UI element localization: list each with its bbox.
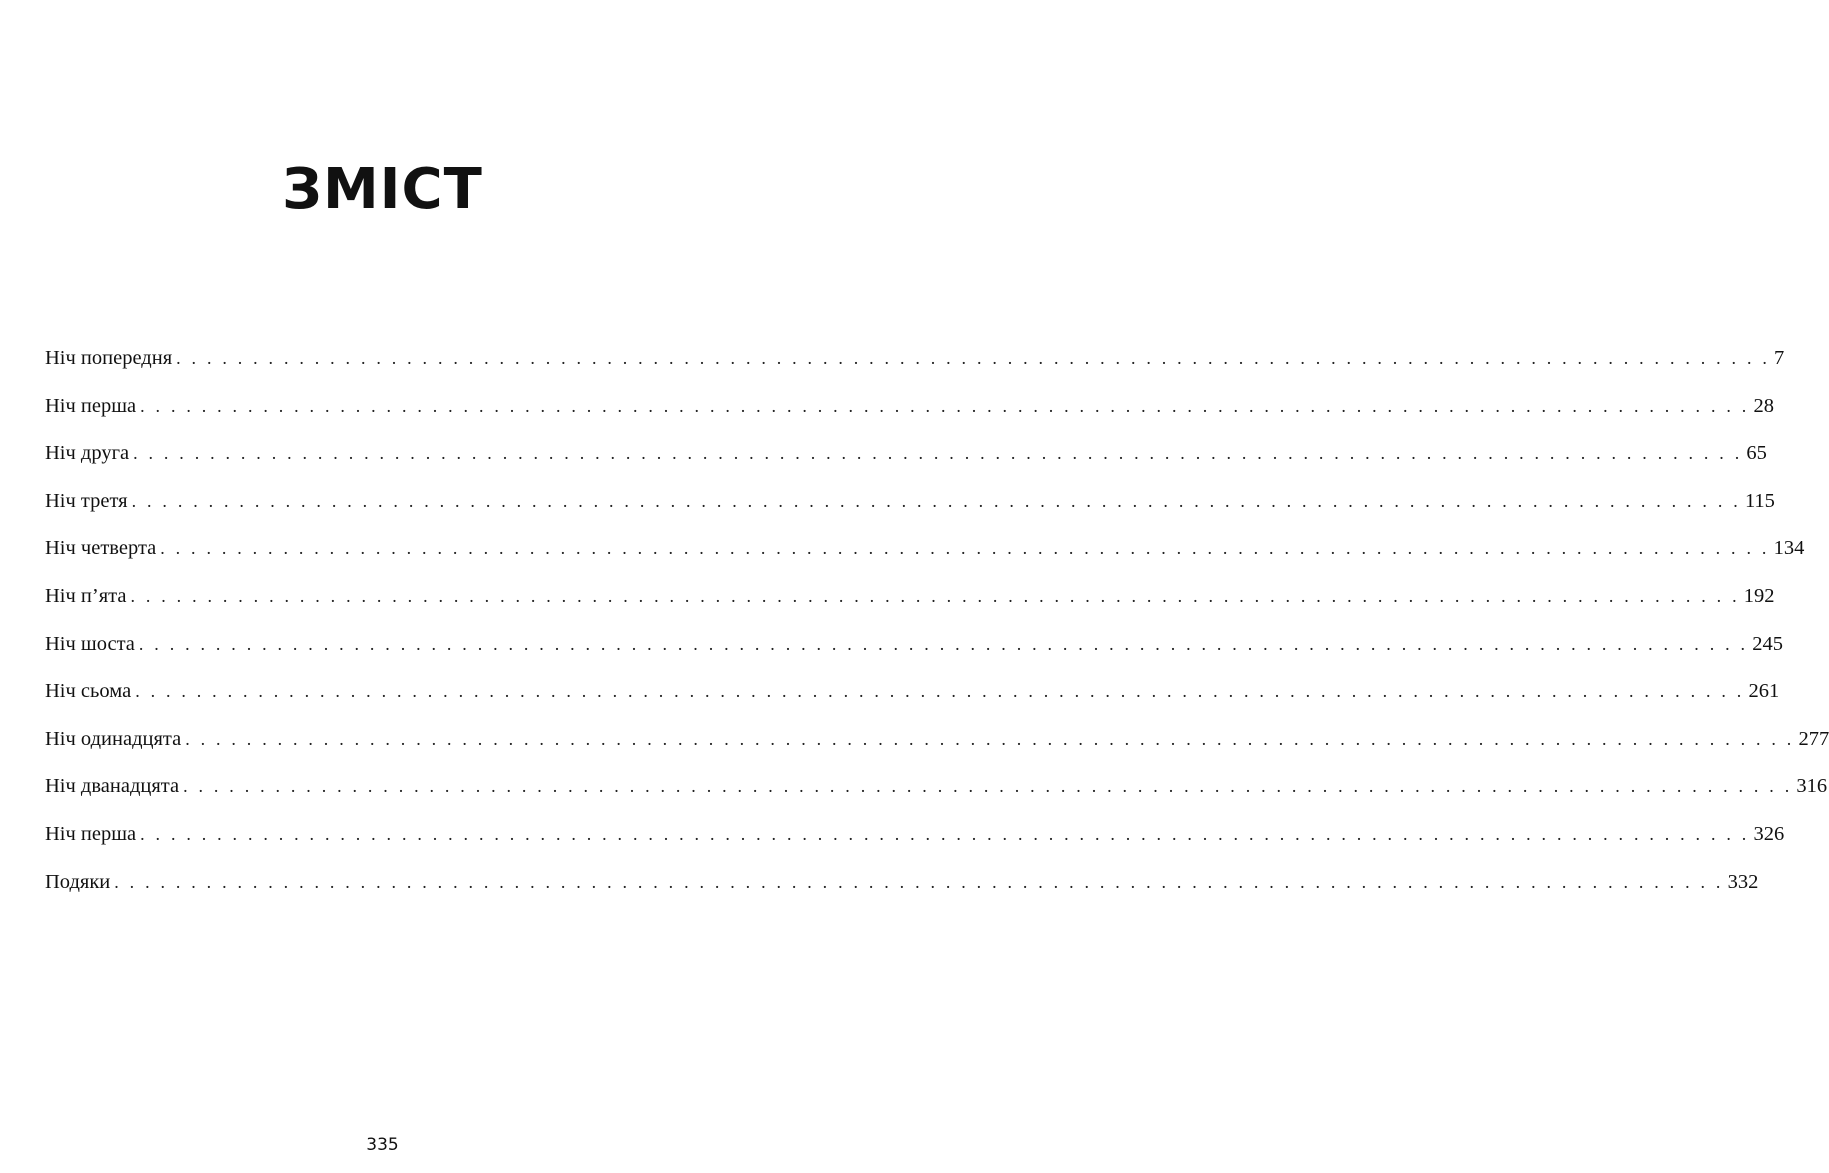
toc-entry-page: 134	[1773, 537, 1805, 560]
toc-entry-label: Ніч перша	[45, 822, 137, 845]
toc-entry	[45, 584, 1775, 633]
toc-entry	[45, 680, 1780, 728]
page-number: 335	[366, 1135, 399, 1155]
toc-entry-page: 28	[1753, 394, 1774, 417]
toc-entry-label: Ніч перша	[45, 394, 137, 417]
toc-entry-page: 7	[1774, 347, 1785, 369]
toc-entry-page: 245	[1752, 632, 1783, 655]
toc-entry-label: Ніч одинадцята	[45, 727, 182, 750]
toc-entry-page: 332	[1727, 870, 1759, 893]
toc-entry-page: 277	[1798, 727, 1829, 750]
toc-entry-page: 261	[1748, 680, 1780, 703]
toc-entry-page: 326	[1753, 822, 1785, 845]
toc-dot-leader: . . . . . . . . . . . . . . . . . . . . . . . . . . . . . . . . . . . . . . . . . . . . . . . . . . . . . . . . . . . . . . . . . . . . . . . . . . . . . . . . . . . . . . . . . . . . . . . . . . . . . . . . .	[114, 871, 1724, 892]
toc-dot-leader: . . . . . . . . . . . . . . . . . . . . . . . . . . . . . . . . . . . . . . . . . . . . . . . . . . . . . . . . . . . . . . . . . . . . . . . . . . . . . . . . . . . . . . . . . . . . . . . . . . . . . . . . .	[160, 538, 1770, 559]
toc-entry	[45, 775, 1828, 823]
toc-dot-leader: . . . . . . . . . . . . . . . . . . . . . . . . . . . . . . . . . . . . . . . . . . . . . . . . . . . . . . . . . . . . . . . . . . . . . . . . . . . . . . . . . . . . . . . . . . . . . . . . . . . . . . . .	[176, 348, 1771, 368]
toc-entry	[45, 537, 1805, 585]
toc-entry	[45, 394, 1774, 443]
toc-entry-label: Ніч четверта	[45, 537, 157, 560]
toc-entry	[45, 870, 1759, 919]
toc-entry-label: Ніч сьома	[45, 680, 132, 703]
toc-dot-leader: . . . . . . . . . . . . . . . . . . . . . . . . . . . . . . . . . . . . . . . . . . . . . . . . . . . . . . . . . . . . . . . . . . . . . . . . . . . . . . . . . . . . . . . . . . . . . . . . . . . . . . . . .	[130, 585, 1740, 606]
table-of-contents	[45, 347, 1829, 918]
toc-entry-label: Ніч друга	[45, 442, 130, 465]
toc-dot-leader: . . . . . . . . . . . . . . . . . . . . . . . . . . . . . . . . . . . . . . . . . . . . . . . . . . . . . . . . . . . . . . . . . . . . . . . . . . . . . . . . . . . . . . . . . . . . . . . . . . . . . . . . .	[185, 728, 1795, 749]
toc-entry-label: Ніч дванадцята	[45, 775, 180, 798]
toc-entry	[45, 727, 1829, 776]
toc-entry	[45, 822, 1785, 871]
toc-entry	[45, 442, 1767, 490]
toc-entry-label: Ніч п’ята	[45, 584, 127, 607]
toc-entry	[45, 347, 1785, 395]
toc-dot-leader: . . . . . . . . . . . . . . . . . . . . . . . . . . . . . . . . . . . . . . . . . . . . . . . . . . . . . . . . . . . . . . . . . . . . . . . . . . . . . . . . . . . . . . . . . . . . . . . . . . . . . . . . .	[183, 776, 1793, 797]
toc-entry-label: Ніч попередня	[45, 347, 173, 369]
page-title: ЗМІСТ	[282, 157, 483, 222]
toc-entry-page: 192	[1743, 584, 1775, 607]
toc-entry-label: Подяки	[45, 870, 111, 893]
toc-entry-page: 115	[1744, 489, 1775, 512]
toc-entry-label: Ніч третя	[45, 489, 128, 512]
toc-dot-leader: . . . . . . . . . . . . . . . . . . . . . . . . . . . . . . . . . . . . . . . . . . . . . . . . . . . . . . . . . . . . . . . . . . . . . . . . . . . . . . . . . . . . . . . . . . . . . . . . . . . . . . . . .	[135, 681, 1745, 702]
toc-entry-label: Ніч шоста	[45, 632, 135, 655]
toc-dot-leader: . . . . . . . . . . . . . . . . . . . . . . . . . . . . . . . . . . . . . . . . . . . . . . . . . . . . . . . . . . . . . . . . . . . . . . . . . . . . . . . . . . . . . . . . . . . . . . . . . . . . . . . . .	[131, 490, 1741, 511]
toc-dot-leader: . . . . . . . . . . . . . . . . . . . . . . . . . . . . . . . . . . . . . . . . . . . . . . . . . . . . . . . . . . . . . . . . . . . . . . . . . . . . . . . . . . . . . . . . . . . . . . . . . . . . . . . . .	[138, 633, 1749, 654]
toc-entry-page: 65	[1746, 442, 1767, 465]
toc-entry-page: 316	[1796, 775, 1828, 798]
toc-dot-leader: . . . . . . . . . . . . . . . . . . . . . . . . . . . . . . . . . . . . . . . . . . . . . . . . . . . . . . . . . . . . . . . . . . . . . . . . . . . . . . . . . . . . . . . . . . . . . . . . . . . . . . . . .	[140, 395, 1750, 416]
toc-entry	[45, 632, 1783, 681]
toc-dot-leader: . . . . . . . . . . . . . . . . . . . . . . . . . . . . . . . . . . . . . . . . . . . . . . . . . . . . . . . . . . . . . . . . . . . . . . . . . . . . . . . . . . . . . . . . . . . . . . . . . . . . . . . . .	[133, 443, 1743, 464]
toc-entry	[45, 489, 1775, 538]
toc-dot-leader: . . . . . . . . . . . . . . . . . . . . . . . . . . . . . . . . . . . . . . . . . . . . . . . . . . . . . . . . . . . . . . . . . . . . . . . . . . . . . . . . . . . . . . . . . . . . . . . . . . . . . . . . .	[140, 823, 1750, 844]
